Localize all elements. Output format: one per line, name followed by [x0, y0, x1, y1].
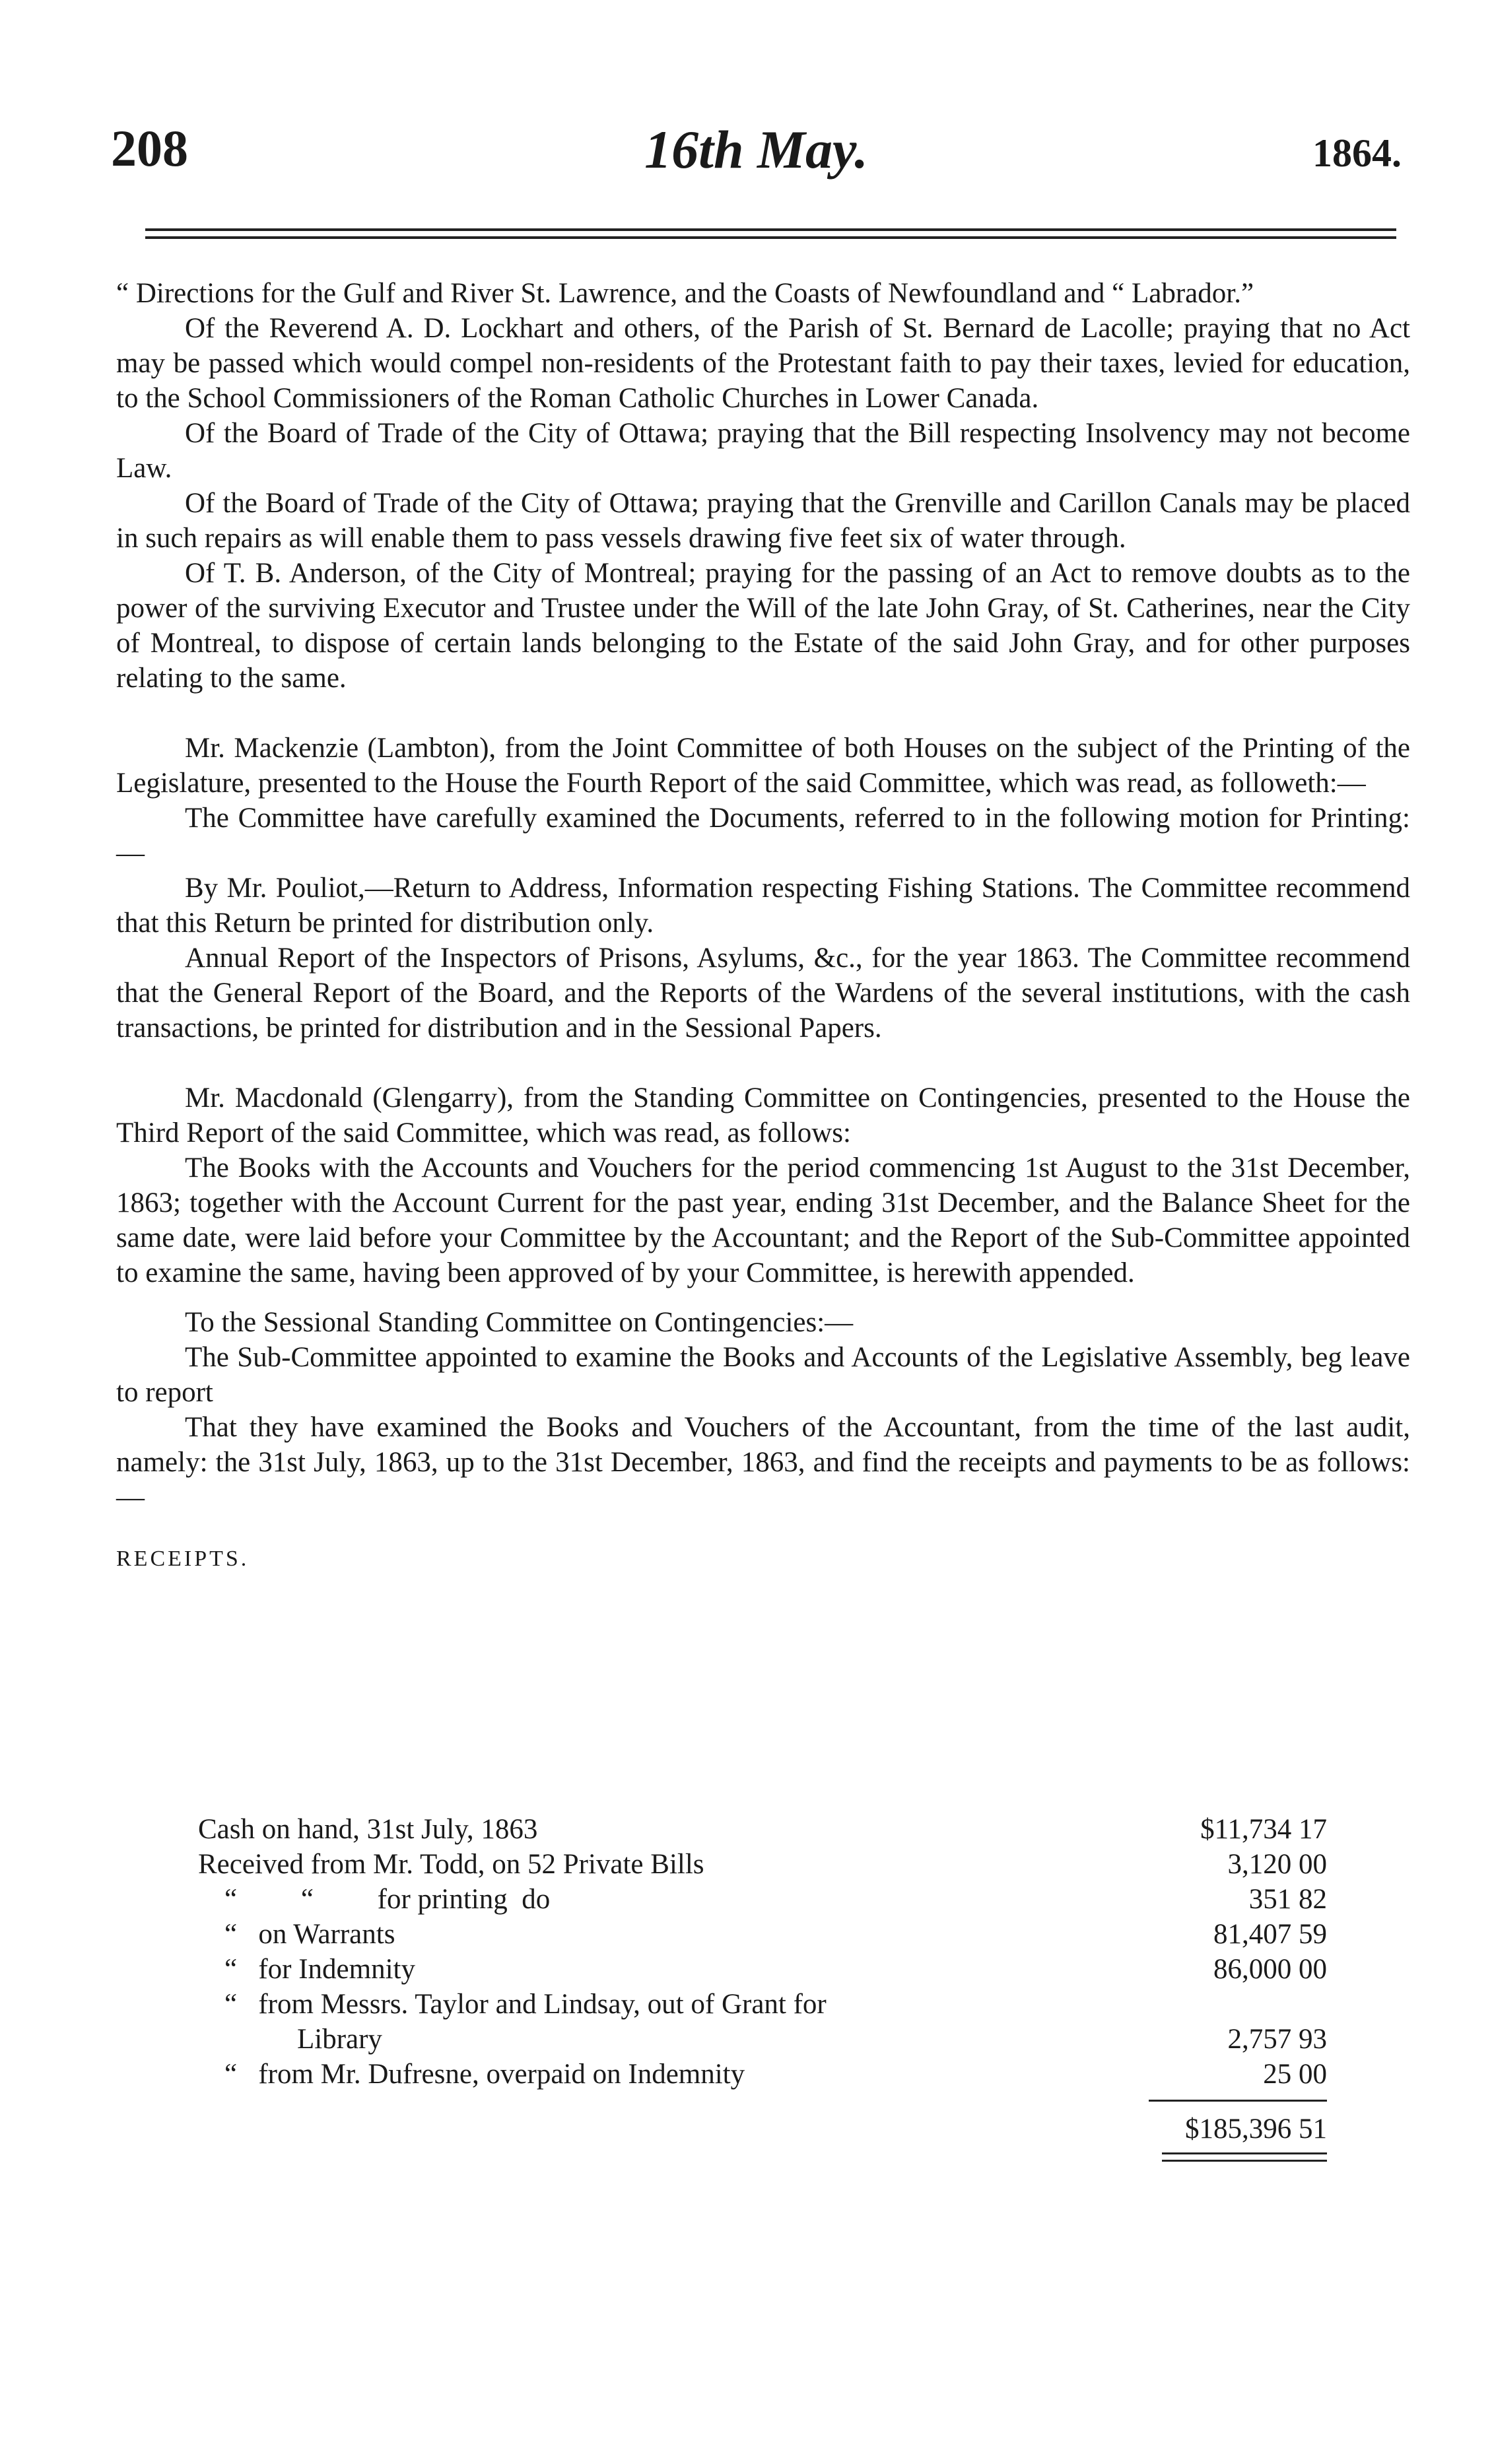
- paragraph-petition-anderson: Of T. B. Anderson, of the City of Montreal; praying for the passing of an Act to remove doubts as to the power of the surviving Executor and Trustee under the Will of the late John Gray, of St. Catherines, near the City of Montreal, to dispose of certain lands belonging to the Estate of the said John Gray, and for other purposes relating to the same.: [116, 558, 1410, 694]
- total-rule: [1149, 2100, 1327, 2102]
- receipt-amount: 81,407 59: [1213, 1919, 1327, 1950]
- receipt-label: “ from Messrs. Taylor and Lindsay, out of Grant for: [224, 1989, 827, 2020]
- receipt-amount: $11,734 17: [1200, 1814, 1327, 1845]
- paragraph-sub-committee: The Sub-Committee appointed to examine the Books and Accounts of the Legislative Assembly, beg leave to report: [116, 1342, 1410, 1408]
- receipt-amount: 351 82: [1248, 1884, 1327, 1915]
- paragraph-committee-examined: The Committee have carefully examined the Documents, referred to in the following motion for Printing:—: [116, 803, 1410, 869]
- receipt-row: [198, 2057, 1327, 2092]
- receipt-row: [198, 1882, 1327, 1917]
- receipt-label: “ on Warrants: [224, 1919, 395, 1950]
- receipt-amount: 2,757 93: [1227, 2024, 1327, 2055]
- paragraph-contingencies-report: Mr. Macdonald (Glengarry), from the Standing Committee on Contingencies, presented to the House the Third Report of the said Committee, which was read, as follows:: [116, 1082, 1410, 1149]
- double-rule: [1162, 2152, 1327, 2162]
- header-year: 1864.: [1312, 131, 1402, 175]
- receipt-label: Library: [297, 2024, 382, 2055]
- receipt-label: “ “ for printing do: [224, 1884, 551, 1915]
- page-header: [111, 119, 1402, 191]
- double-rule-wrap: [198, 2151, 1327, 2164]
- page-number: 208: [111, 119, 188, 177]
- receipt-label: “ from Mr. Dufresne, overpaid on Indemnity: [224, 2059, 745, 2090]
- receipt-amount: 86,000 00: [1213, 1954, 1327, 1985]
- paragraph-directions: “ Directions for the Gulf and River St. Lawrence, and the Coasts of Newfoundland and “ Labrador.”: [116, 278, 1254, 309]
- paragraph-pouliot-return: By Mr. Pouliot,—Return to Address, Information respecting Fishing Stations. The Committee recommend that this Return be printed for distribution only.: [116, 873, 1410, 939]
- paragraph-petition-ottawa-insolvency: Of the Board of Trade of the City of Ottawa; praying that the Bill respecting Insolvency may not become Law.: [116, 418, 1410, 484]
- receipt-amount: 25 00: [1263, 2059, 1327, 2090]
- paragraph-prisons-report: Annual Report of the Inspectors of Prisons, Asylums, &c., for the year 1863. The Committee recommend that the General Report of the Board, and the Reports of the Wardens of the several institutions, with the cash transactions, be printed for distribution and in the Sessional Papers.: [116, 943, 1410, 1044]
- receipt-amount: 3,120 00: [1227, 1849, 1327, 1880]
- paragraph-to-committee: To the Sessional Standing Committee on Contingencies:—: [185, 1307, 854, 1338]
- receipt-row: [198, 1847, 1327, 1882]
- receipt-row: [198, 1952, 1327, 1987]
- header-date: 16th May.: [644, 119, 868, 180]
- paragraph-books-accounts: The Books with the Accounts and Vouchers for the period commencing 1st August to the 31st December, 1863; together with the Account Current for the past year, ending 31st December, and the Balance Sheet for the same date, were laid before your Committee by the Accountant; and the Report of the Sub-Committee appointed to examine the same, having been approved of by your Committee, is herewith appended.: [116, 1152, 1410, 1288]
- receipt-row: [198, 1917, 1327, 1952]
- receipt-row: [198, 2022, 1327, 2057]
- receipt-label: “ for Indemnity: [224, 1954, 415, 1985]
- receipts-table: [198, 1812, 1327, 2164]
- receipts-total-row: [198, 2112, 1327, 2151]
- paragraph-examined-vouchers: That they have examined the Books and Vouchers of the Accountant, from the time of the last audit, namely: the 31st July, 1863, up to the 31st December, 1863, and find the receipts and payments to be as follows:—: [116, 1412, 1410, 1513]
- paragraph-petition-lockhart: Of the Reverend A. D. Lockhart and others, of the Parish of St. Bernard de Lacolle; praying that no Act may be passed which would compel non-residents of the Protestant faith to pay their taxes, levied for education, to the School Commissioners of the Roman Catholic Churches in Lower Canada.: [116, 313, 1410, 414]
- receipt-row: [198, 1987, 1327, 2022]
- receipt-label: Cash on hand, 31st July, 1863: [198, 1814, 538, 1845]
- receipts-heading: RECEIPTS.: [116, 1547, 250, 1571]
- header-rule-bottom: [145, 236, 1396, 239]
- paragraph-petition-ottawa-canals: Of the Board of Trade of the City of Ottawa; praying that the Grenville and Carillon Canals may be placed in such repairs as will enable them to pass vessels drawing five feet six of water through.: [116, 488, 1410, 554]
- receipts-total: $185,396 51: [1185, 2114, 1327, 2145]
- document-body: [116, 276, 1410, 1576]
- header-rule-top: [145, 228, 1396, 231]
- paragraph-printing-report: Mr. Mackenzie (Lambton), from the Joint Committee of both Houses on the subject of the Printing of the Legislature, presented to the House the Fourth Report of the said Committee, which was read, as followeth:—: [116, 733, 1410, 799]
- receipt-label: Received from Mr. Todd, on 52 Private Bills: [198, 1849, 704, 1880]
- receipt-row: [198, 1812, 1327, 1847]
- total-rule-wrap: [198, 2092, 1327, 2112]
